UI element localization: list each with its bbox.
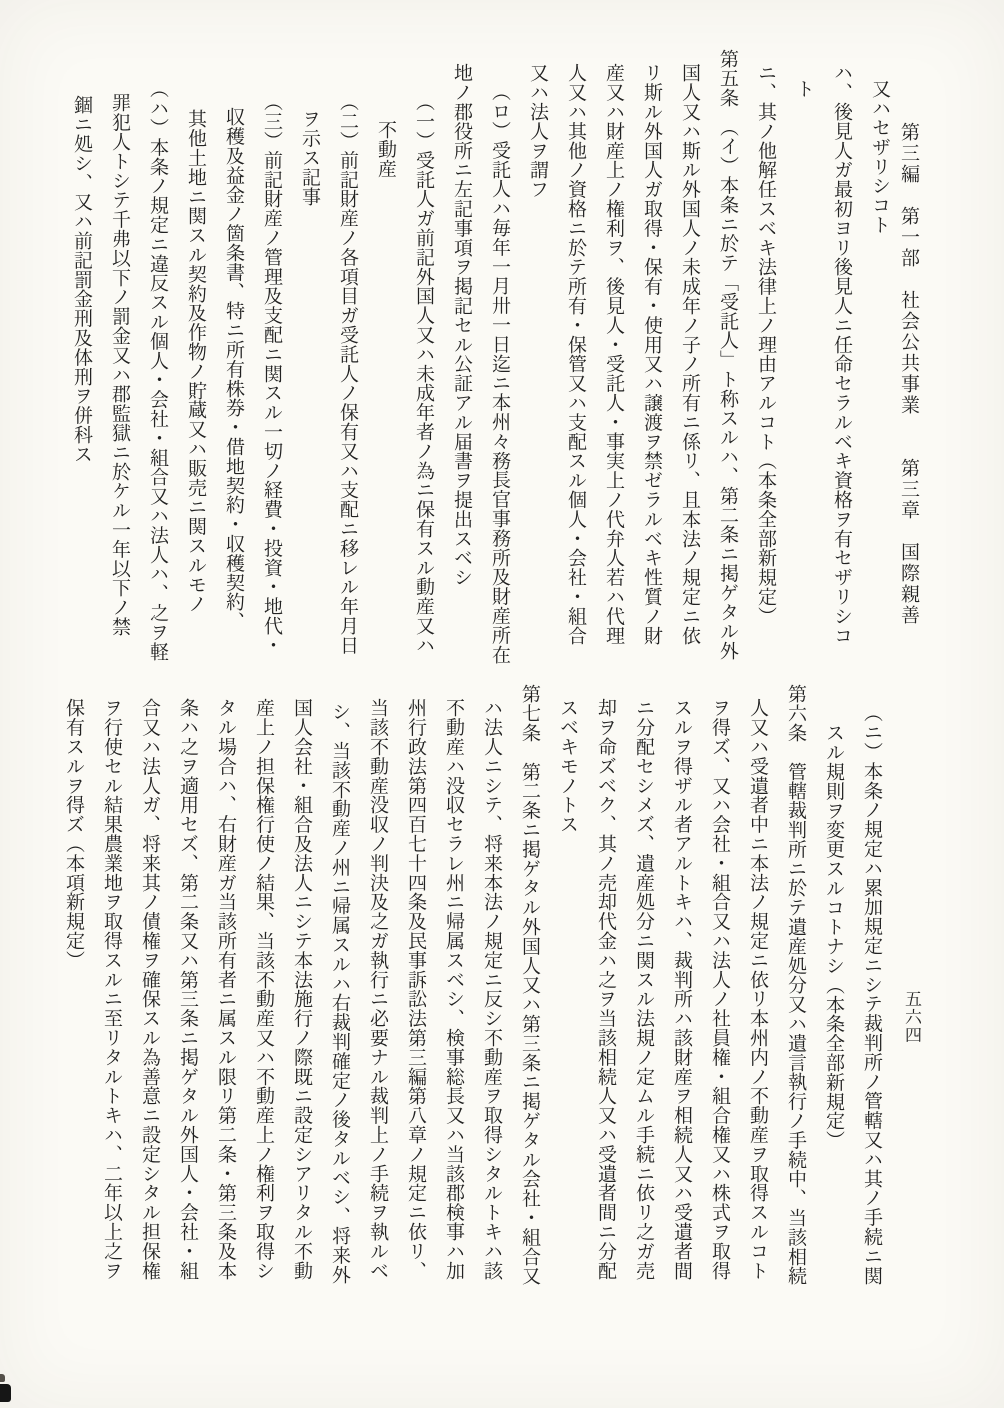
scan-artifact [0,1384,11,1402]
text-line: スベキモノトス [557,698,578,834]
text-line: 又ハ法人ヲ謂フ [527,63,548,199]
running-header: 第三編 第一部 社会公共事業 第三章 国際親善 [898,122,919,626]
text-line: ヲ得ズ、又ハ会社・組合又ハ法人ノ社員権・組合権又ハ株式ヲ取得 [709,698,730,1280]
text-line: ヲ行使セル結果農業地ヲ取得スルニ至リタルトキハ、二年以上之ヲ [101,698,122,1280]
text-line: （ニ）本条ノ規定ハ累加規定ニシテ裁判所ノ管轄又ハ其ノ手続ニ関 [861,703,882,1285]
text-line: 国人又ハ斯ル外国人ノ未成年ノ子ノ所有ニ係リ、且本法ノ規定ニ依 [679,63,700,645]
text-line: （三）前記財産ノ管理及支配ニ関スル一切ノ経費・投資・地代・ [261,92,282,655]
text-line: 条ハ之ヲ適用セズ、第二条又ハ第三条ニ掲ゲタル外国人・会社・組 [177,698,198,1280]
text-line: 産上ノ担保権行使ノ結果、当該不動産又ハ不動産上ノ権利ヲ取得シ [253,698,274,1280]
text-line: ハ、後見人ガ最初ヨリ後見人ニ任命セラルベキ資格ヲ有セザリシコ [831,63,852,645]
text-line: 第七条 第二条ニ掲ゲタル外国人又ハ第三条ニ掲ゲタル会社・組合又 [519,684,540,1286]
text-line: （ハ）本条ノ規定ニ違反スル個人・会社・組合又ハ法人ハ、之ヲ軽 [147,79,168,661]
text-line: ニ分配セシメズ、遺産処分ニ関スル法規ノ定ムル手続ニ依リ之ガ売 [633,698,654,1280]
text-line: 州行政法第四百七十四条及民事訴訟法第三編第八章ノ規定ニ依リ、 [405,698,426,1280]
text-line: シ、当該不動産ノ州ニ帰属スルハ右裁判確定ノ後タルベシ、将来外 [329,702,350,1284]
text-line: ニ、其ノ他解任スベキ法律上ノ理由アルコト（本条全部新規定） [755,63,776,626]
text-line: 人又ハ受遺者中ニ本法ノ規定ニ依リ本州内ノ不動産ヲ取得スルコト [747,698,768,1280]
text-line: タル場合ハ、右財産ガ当該所有者ニ属スル限リ第二条・第三条及本 [215,698,236,1280]
page-number: 五六四 [902,990,921,1044]
text-line: ト [793,79,814,99]
text-line: 罪犯人トシテ千弗以下ノ罰金又ハ郡監獄ニ於ケル一年以下ノ禁 [109,93,130,637]
text-line: 地ノ郡役所ニ左記事項ヲ掲記セル公証アル届書ヲ提出スベシ [451,63,472,587]
text-line: スルヲ得ザル者アルトキハ、裁判所ハ該財産ヲ相続人又ハ受遺者間 [671,698,692,1280]
text-line: 人又ハ其他ノ資格ニ於テ所有・保管又ハ支配スル個人・会社・組合 [565,63,586,645]
text-line: ハ法人ニシテ、将来本法ノ規定ニ反シ不動産ヲ取得シタルトキハ該 [481,698,502,1280]
top-text-block [62,49,898,689]
text-line: 又ハセザリシコト [869,79,890,235]
text-line: （ロ）受託人ハ毎年一月卅一日迄ニ本州々務長官事務所及財産所在 [489,82,510,664]
text-line: 第五条 （イ）本条ニ於テ「受託人」ト称スルハ、第二条ニ掲ゲタル外 [717,49,738,661]
text-line: 国人会社・組合及法人ニシテ本法施行ノ際既ニ設定シアリタル不動 [291,698,312,1280]
text-line: 合又ハ法人ガ、将来其ノ債権ヲ確保スル為善意ニ設定シタル担保権 [139,698,160,1280]
text-line: 産又ハ財産上ノ権利ヲ、後見人・受託人・事実上ノ代弁人若ハ代理 [603,63,624,645]
text-line: スル規則ヲ変更スルコトナシ（本条全部新規定） [823,723,844,1150]
text-line: 却ヲ命ズベク、其ノ売却代金ハ之ヲ当該相続人又ハ受遺者間ニ分配 [595,698,616,1280]
scan-artifact [0,1374,5,1382]
bottom-text-block [54,684,890,1334]
text-line: リ斯ル外国人ガ取得・保有・使用又ハ譲渡ヲ禁ゼラルベキ性質ノ財 [641,63,662,645]
text-line: 第六条 管轄裁判所ニ於テ遺産処分又ハ遺言執行ノ手続中、当該相続 [785,684,806,1286]
text-line: 不動産ハ没収セラレ州ニ帰属スベシ、検事総長又ハ当該郡検事ハ加 [443,698,464,1280]
text-line: 其他土地ニ関スル契約及作物ノ貯蔵又ハ販売ニ関スルモノ [185,109,206,614]
text-line: 錮ニ処シ、又ハ前記罰金刑及体刑ヲ併科ス [71,95,92,464]
text-line: 収穫及益金ノ箇条書、特ニ所有株券・借地契約・収穫契約、 [223,107,244,631]
text-line: （一）受託人ガ前記外国人又ハ未成年者ノ為ニ保有スル動産又ハ [413,92,434,655]
text-line: 当該不動産没収ノ判決及之ガ執行ニ必要ナル裁判上ノ手続ヲ執ルベ [367,698,388,1280]
text-line: 保有スルヲ得ズ（本項新規定） [63,698,84,970]
text-line: ヲ示ス記事 [299,109,320,206]
text-line: （二）前記財産ノ各項目ガ受託人ノ保有又ハ支配ニ移レル年月日 [337,92,358,655]
text-line: 不動産 [375,120,396,179]
